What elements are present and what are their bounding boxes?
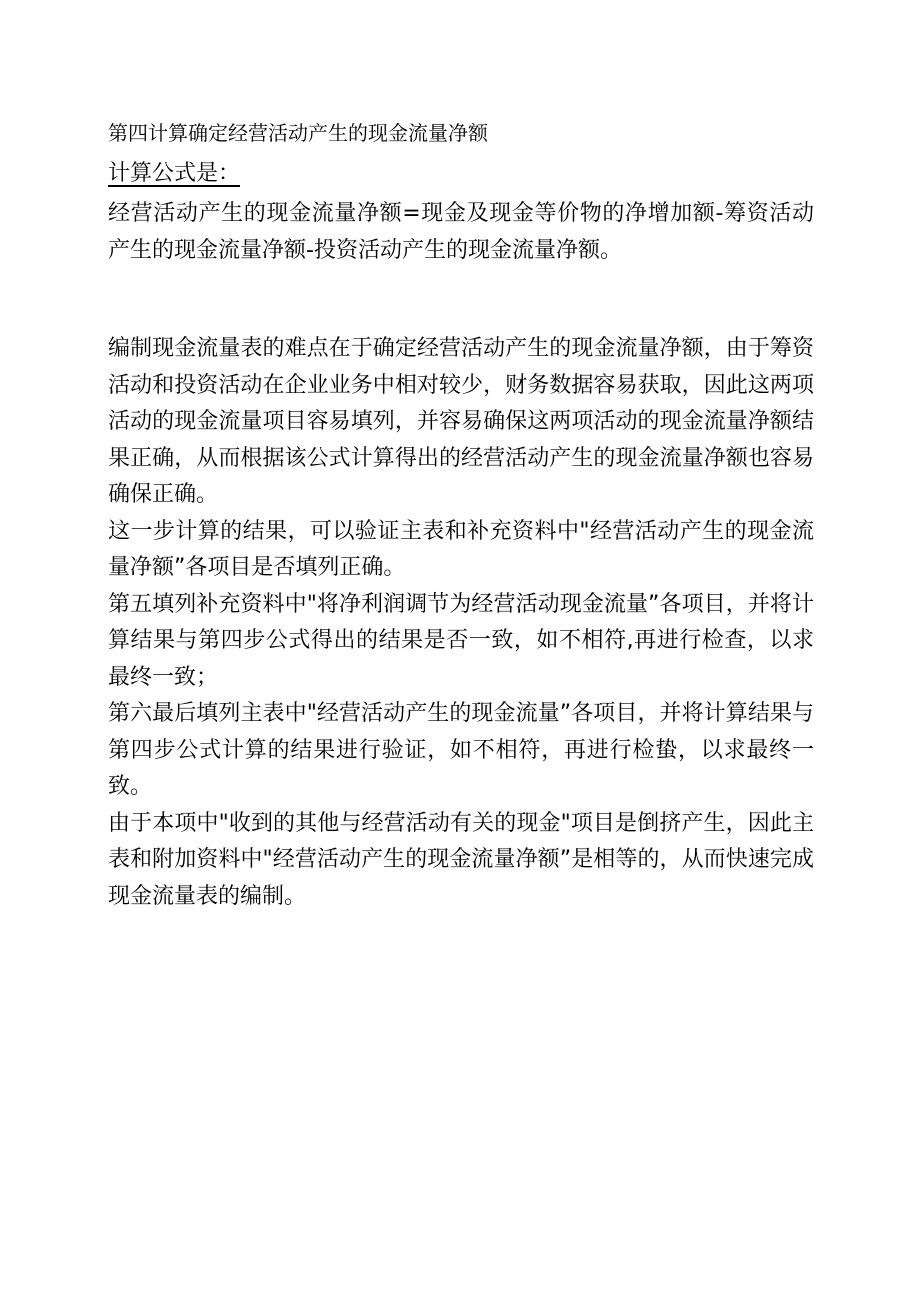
paragraph-verification: 这一步计算的结果，可以验证主表和补充资料中"经营活动产生的现金流量净额”各项目是否填列正确。 xyxy=(108,518,814,580)
paragraph-conclusion: 由于本项中"收到的其他与经营活动有关的现金"项目是倒挤产生，因此主表和附加资料中"经营活动产生的现金流量净额”是相等的，从而快速完成现金流量表的编制。 xyxy=(108,810,814,909)
paragraph-difficulty: 编制现金流量表的难点在于确定经营活动产生的现金流量净额，由于筹资活动和投资活动在企业业务中相对较少，财务数据容易获取，因此这两项活动的现金流量项目容易填列，并容易确保这两项活动的现金流量净额结果正确，从而根据该公式计算得出的经营活动产生的现金流量净额也容易确保正确。 xyxy=(108,336,814,507)
document-page xyxy=(108,0,814,915)
formula-text: 经营活动产生的现金流量净额=现金及现金等价物的净增加额-筹资活动产生的现金流量净额-投资活动产生的现金流量净额。 xyxy=(108,201,814,263)
paragraph-gap xyxy=(108,269,814,331)
formula-label xyxy=(108,156,814,196)
section-heading: 第四计算确定经营活动产生的现金流量净额 xyxy=(108,121,488,145)
paragraph-step-six: 第六最后填列主表中"经营活动产生的现金流量”各项目，并将计算结果与第四步公式计算的结果进行验证，如不相符，再进行检蛰，以求最终一致。 xyxy=(108,701,814,799)
paragraph-step-five: 第五填列补充资料中"将净利润调节为经营活动现金流量”各项目，并将计算结果与第四步公式得出的结果是否一致，如不相符,再进行检查，以求最终一致； xyxy=(108,591,814,690)
formula-label-text: 计算公式是： xyxy=(108,161,241,186)
